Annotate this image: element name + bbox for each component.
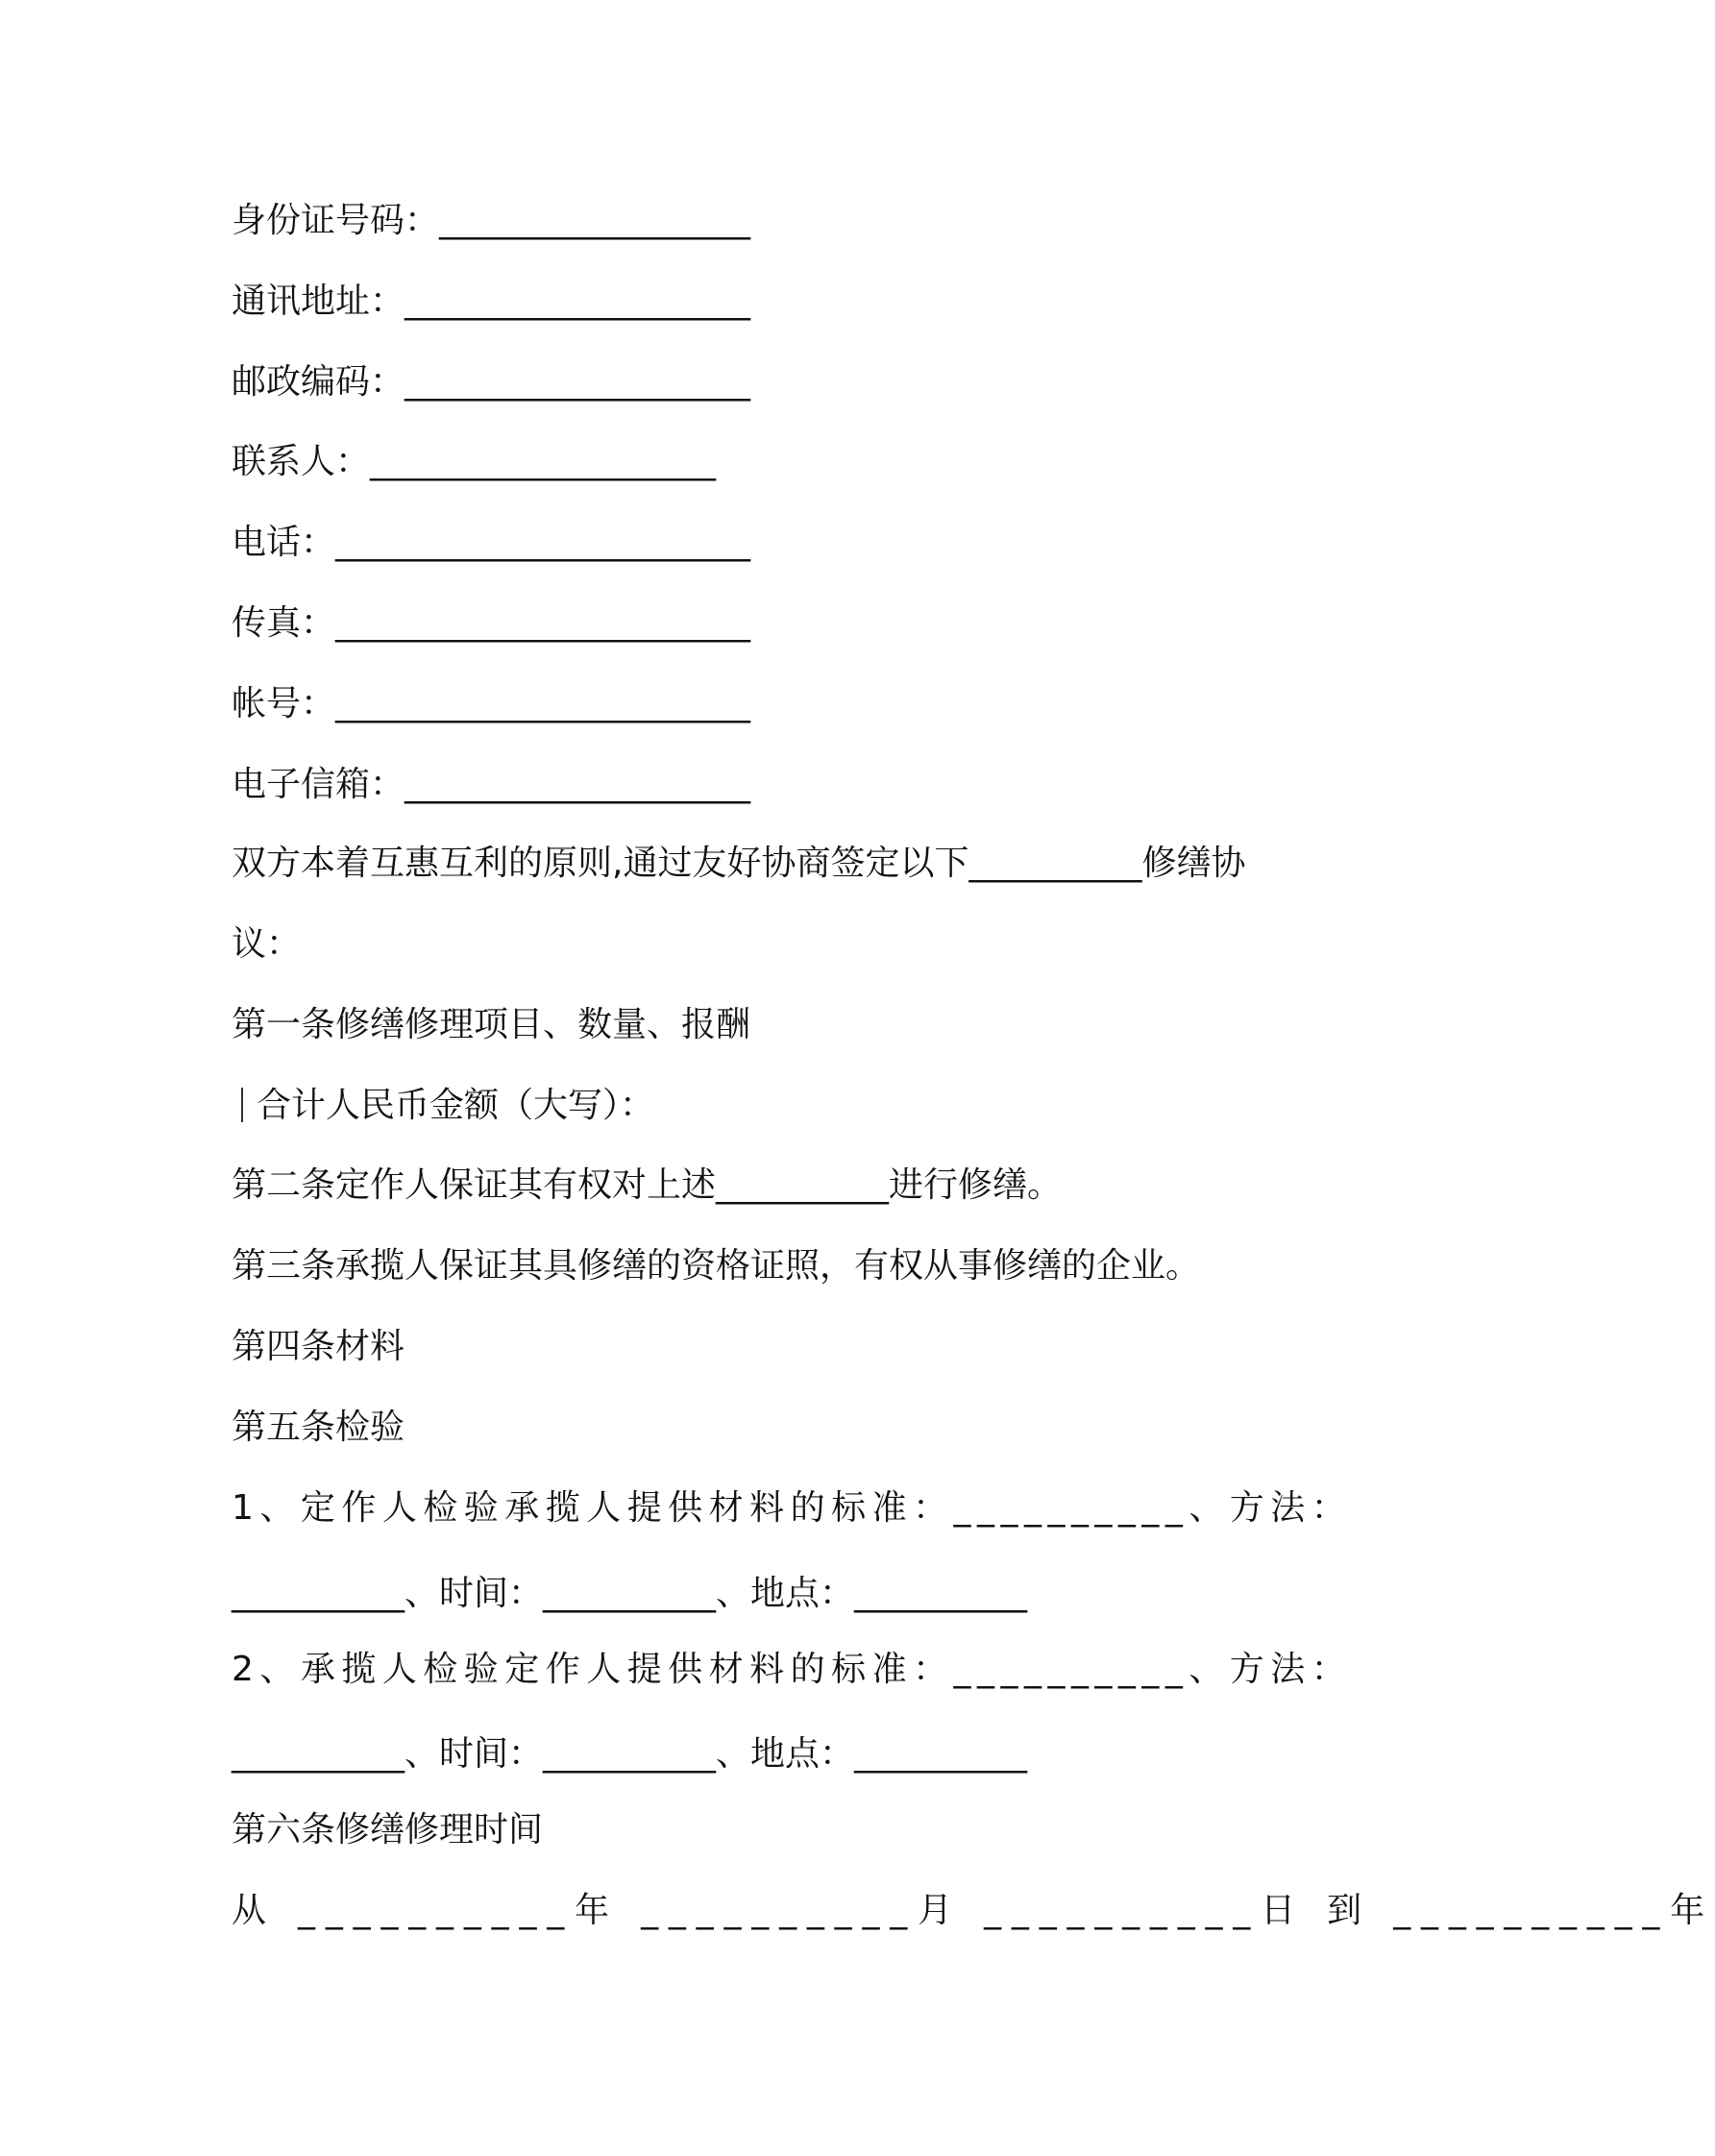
total-amount-label: 合计人民币金额（大写）： bbox=[257, 1086, 655, 1125]
article-3-line: 第三条承揽人保证其具修缮的资格证照，有权从事修缮的企业。 bbox=[232, 1246, 1201, 1286]
inspection-1-line-b: __________、时间：__________、地点：__________ bbox=[232, 1574, 1028, 1613]
preamble-line-1: 双方本着互惠互利的原则,通过友好协商签定以下__________修缮协 bbox=[232, 844, 1246, 883]
inspection-2-line-a: 2、承揽人检验定作人提供材料的标准：__________、方法： bbox=[232, 1650, 1353, 1689]
text-cursor-icon bbox=[241, 1088, 243, 1122]
phone-line: 电话：________________________ bbox=[232, 523, 751, 562]
id-number-line: 身份证号码：__________________ bbox=[232, 201, 751, 240]
postcode-line: 邮政编码：____________________ bbox=[232, 362, 751, 402]
article-2-line: 第二条定作人保证其有权对上述__________进行修缮。 bbox=[232, 1165, 1063, 1205]
contact-line: 联系人：____________________ bbox=[232, 442, 717, 481]
fax-line: 传真：________________________ bbox=[232, 603, 751, 643]
article-1-heading: 第一条修缮修理项目、数量、报酬 bbox=[232, 1005, 751, 1044]
repair-period-line: 从 __________年 __________月 __________日 到 __________年 bbox=[232, 1891, 1715, 1930]
address-line: 通讯地址：____________________ bbox=[232, 282, 751, 321]
article-5-heading: 第五条检验 bbox=[232, 1408, 405, 1447]
inspection-1-line-a: 1、定作人检验承揽人提供材料的标准：__________、方法： bbox=[232, 1488, 1353, 1528]
article-6-heading: 第六条修缮修理时间 bbox=[232, 1810, 544, 1850]
account-line: 帐号：________________________ bbox=[232, 684, 751, 723]
inspection-2-line-b: __________、时间：__________、地点：__________ bbox=[232, 1734, 1028, 1774]
article-4-heading: 第四条材料 bbox=[232, 1327, 405, 1366]
preamble-line-2: 议： bbox=[232, 924, 302, 964]
total-amount-line bbox=[232, 1085, 654, 1127]
email-line: 电子信箱：____________________ bbox=[232, 765, 751, 804]
